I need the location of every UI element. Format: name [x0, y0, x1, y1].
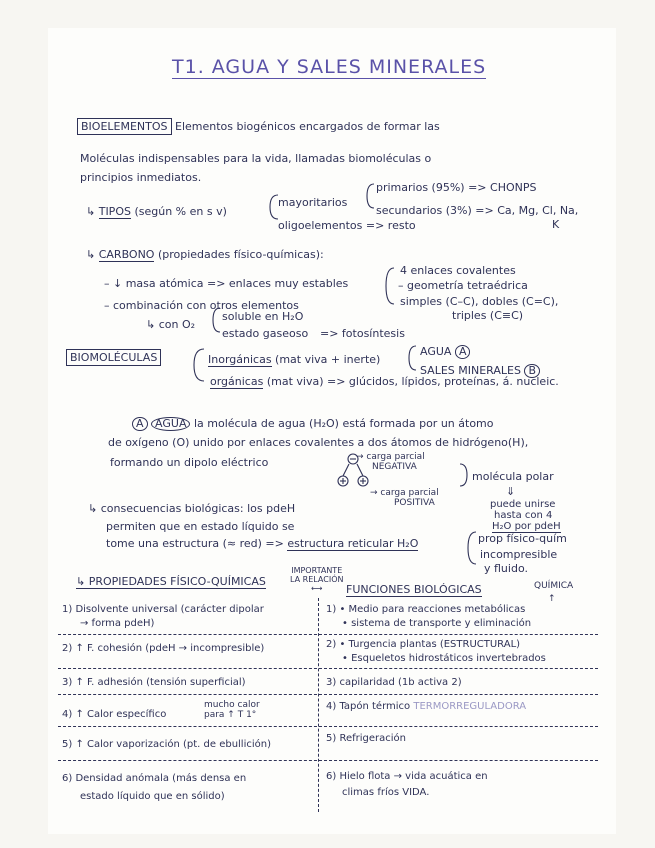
- incompresible: incompresible: [480, 548, 558, 561]
- carbono-desc: (propiedades físico-químicas):: [157, 248, 324, 261]
- page-title: T1. AGUA Y SALES MINERALES: [172, 56, 487, 78]
- fotosintesis: => fotosíntesis: [320, 327, 405, 340]
- row-separator: [58, 760, 598, 761]
- prop-row-1-right-a: 1) • Medio para reacciones metabólicas: [326, 604, 526, 615]
- prop-row-1-right-b: • sistema de transporte y eliminación: [342, 618, 532, 629]
- prop-row-5-right: 5) Refrigeración: [326, 733, 406, 744]
- enlaces-brace: [380, 266, 396, 306]
- calor-note: mucho calor para ↑ T 1°: [204, 700, 260, 720]
- importante-note: IMPORTANTE LA RELACIÓN ⟷: [290, 566, 344, 593]
- consecuencias-line: ↳ consecuencias biológicas: los pdeH: [88, 502, 296, 515]
- combinacion: – combinación con otros elementos: [104, 299, 299, 312]
- geometria: – geometría tetraédrica: [398, 279, 528, 292]
- agua-def-2: de oxígeno (O) unido por enlaces covalentes a dos átomos de hidrógeno(H),: [108, 436, 529, 449]
- carbono-label: CARBONO: [98, 248, 155, 261]
- propiedades-header: ↳ PROPIEDADES FÍSICO-QUÍMICAS: [76, 575, 266, 588]
- bioelementos-def-1: Elementos biogénicos encargados de formar las: [175, 120, 440, 133]
- row-separator: [58, 668, 598, 669]
- agua-def-1: la molécula de agua (H₂O) está formada por un átomo: [193, 417, 494, 430]
- o2-brace: [208, 306, 222, 334]
- agua-item: AGUA A: [420, 345, 470, 359]
- bioelementos-def-2: Moléculas indispensables para la vida, llamadas biomoléculas o: [80, 152, 432, 165]
- carbono-line: ↳ CARBONO (propiedades físico-químicas):: [86, 248, 324, 261]
- prop-row-6-left-b: estado líquido que en sólido): [80, 791, 225, 802]
- enlaces-simples: simples (C–C), dobles (C=C),: [400, 295, 559, 308]
- prop-fisico-quim: prop físico-quím: [478, 532, 567, 545]
- inorganicas-brace: [404, 344, 418, 372]
- molecula-polar: molécula polar: [472, 470, 554, 483]
- enlaces-triples: triples (C≡C): [452, 309, 524, 322]
- organicas-label: orgánicas: [210, 375, 264, 388]
- row-separator: [58, 726, 598, 727]
- prop-row-5-left: 5) ↑ Calor vaporización (pt. de ebullición): [62, 739, 271, 750]
- biomoleculas-brace: [188, 347, 206, 385]
- fluido: y fluido.: [484, 562, 528, 575]
- mayoritarios-brace: [362, 182, 376, 210]
- funciones-header: FUNCIONES BIOLÓGICAS: [346, 583, 482, 596]
- prop-row-6-right-a: 6) Hielo flota → vida acuática en: [326, 771, 488, 782]
- prop-row-3-right: 3) capilaridad (1b activa 2): [326, 677, 462, 688]
- inorganicas-line: Inorgánicas (mat viva + inerte): [208, 353, 381, 366]
- table-divider: [318, 598, 319, 812]
- prop-row-2-left: 2) ↑ F. cohesión (pdeH → incompresible): [62, 643, 265, 654]
- h2o-por-pdeh: H₂O por pdeH: [492, 521, 561, 532]
- con-o2: ↳ con O₂: [146, 318, 196, 331]
- bioelementos-section: [77, 120, 440, 133]
- enlaces-covalentes: 4 enlaces covalentes: [400, 264, 516, 277]
- prop-row-4-left: 4) ↑ Calor específico: [62, 709, 167, 720]
- oligoelementos: oligoelementos => resto: [278, 219, 416, 232]
- estado-gaseoso: estado gaseoso: [222, 327, 309, 340]
- primarios: primarios (95%) => CHONPS: [376, 181, 537, 194]
- tipos-note: (según % en s v): [134, 205, 227, 218]
- prop-row-1-left-b: → forma pdeH): [80, 618, 155, 629]
- bioelementos-label: BIOELEMENTOS: [77, 118, 172, 135]
- quimica-arrow: ↑: [548, 594, 556, 604]
- puede-unirse: puede unirse: [490, 499, 556, 510]
- secundarios: secundarios (3%) => Ca, Mg, Cl, Na,: [376, 204, 579, 217]
- row-separator: [58, 634, 598, 635]
- agua-header: A AGUA la molécula de agua (H₂O) está formada por un átomo: [132, 417, 494, 431]
- prop-row-4-right: 4) Tapón térmico TERMORREGULADORA: [326, 701, 527, 712]
- consecuencias-3: tome una estructura (≈ red) => estructura reticular H₂O: [106, 537, 419, 550]
- soluble-h2o: soluble en H₂O: [222, 310, 304, 323]
- polar-brace: [458, 462, 470, 488]
- sales-item: SALES MINERALES B: [420, 364, 540, 378]
- consecuencias-2: permiten que en estado líquido se: [106, 520, 295, 533]
- organicas-line: orgánicas (mat viva) => glúcidos, lípidos, proteínas, á. nucleic.: [210, 375, 559, 388]
- row-separator: [58, 694, 598, 695]
- prop-brace: [462, 530, 478, 568]
- quimica-note: QUÍMICA: [534, 581, 574, 591]
- carga-positiva: → carga parcial POSITIVA: [370, 488, 439, 508]
- prop-row-6-left-a: 6) Densidad anómala (más densa en: [62, 773, 247, 784]
- prop-row-1-left-a: 1) Disolvente universal (carácter dipolar: [62, 604, 264, 615]
- termorreguladora: TERMORREGULADORA: [413, 701, 527, 712]
- tipos-label: TIPOS: [98, 205, 131, 218]
- hasta-con: hasta con 4: [494, 510, 553, 521]
- arrow-down: ⇓: [506, 485, 516, 498]
- prop-row-2-right-b: • Esqueletos hidrostáticos invertebrados: [342, 653, 546, 664]
- mayoritarios: mayoritarios: [278, 196, 348, 209]
- masa-atomica: – ↓ masa atómica => enlaces muy estables: [104, 277, 349, 290]
- bioelementos-def-3: principios inmediatos.: [80, 171, 202, 184]
- prop-row-3-left: 3) ↑ F. adhesión (tensión superficial): [62, 677, 246, 688]
- tipos-line: ↳ TIPOS (según % en s v): [86, 205, 227, 218]
- inorganicas-label: Inorgánicas: [208, 353, 272, 366]
- agua-def-3: formando un dipolo eléctrico: [110, 456, 269, 469]
- prop-row-2-right-a: 2) • Turgencia plantas (ESTRUCTURAL): [326, 639, 521, 650]
- prop-row-6-right-b: climas fríos VIDA.: [342, 787, 430, 798]
- carga-negativa: → carga parcial NEGATIVA: [356, 452, 425, 472]
- biomoleculas-label: BIOMOLÉCULAS: [66, 351, 161, 364]
- secundarios-k: K: [552, 218, 560, 231]
- agua-label: AGUA: [151, 417, 190, 431]
